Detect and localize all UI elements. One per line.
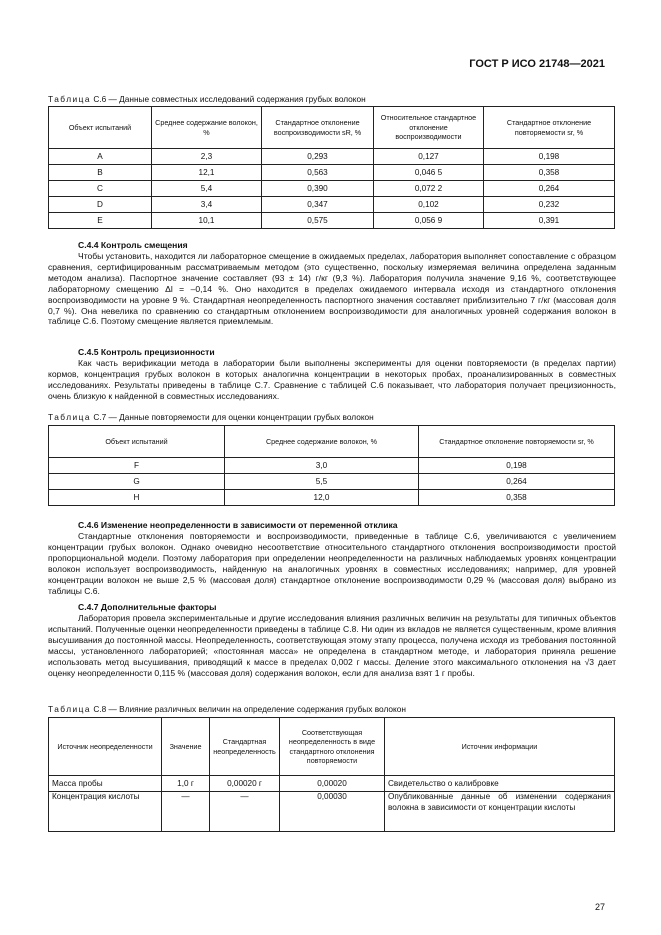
cell: 0,358 xyxy=(419,490,615,506)
cell: 0,056 9 xyxy=(374,213,484,229)
cell: Масса пробы xyxy=(49,776,162,792)
cell: 0,390 xyxy=(262,181,374,197)
col-header: Объект испытаний xyxy=(49,426,225,458)
cell: 5,5 xyxy=(225,474,419,490)
cell: — xyxy=(210,792,280,832)
caption-text: С.7 — Данные повторяемости для оценки концентрации грубых волокон xyxy=(93,412,374,422)
table-c7-caption xyxy=(48,412,374,422)
cell: 0,358 xyxy=(484,165,615,181)
cell: 0,232 xyxy=(484,197,615,213)
table-c6 xyxy=(48,106,615,229)
cell: Свидетельство о калибровке xyxy=(385,776,615,792)
cell: 0,391 xyxy=(484,213,615,229)
cell: Опубликованные данные об изменении содержания волокна в зависимости от концентрации кислоты xyxy=(385,792,615,832)
paragraph-text: Чтобы установить, находится ли лабораторное смещение в ожидаемых пределах, лаборатория выполняет сопоставление с образцом сравнения, сертифицированным рассматриваемым методом (это существенно, поскольку измеряемая величина определена заданным методом анализа). Паспортное значение составляет (93 ± 14) г/кг (9,3 %). Лаборатория получила значение 9,16 %, соответствующее лабораторному смещению Δl = –0,14 %. Оно находится в пределах ожидаемого интервала исходя из стандартного отклонения воспроизводимости на уровне 9 %. Стандартная неопределенность паспортного значения составляет приблизительно 7 г/кг (массовая доля 0,7 %). Она невелика по сравнению со стандартным отклонением воспроизводимости для аналогичных уровней содержания волокон в таблице С.6. Поэтому смещение является приемлемым. xyxy=(48,251,616,327)
section-heading: С.4.4 Контроль смещения xyxy=(78,240,188,250)
table-row xyxy=(49,776,615,792)
table-c6-caption xyxy=(48,94,366,104)
caption-prefix: Таблица xyxy=(48,704,92,714)
table-row xyxy=(49,213,615,229)
cell: B xyxy=(49,165,152,181)
cell: 0,046 5 xyxy=(374,165,484,181)
col-header: Значение xyxy=(162,718,210,776)
cell: 1,0 г xyxy=(162,776,210,792)
cell: 12,1 xyxy=(152,165,262,181)
cell: 0,347 xyxy=(262,197,374,213)
col-header: Стандартное отклонение воспроизводимости sR, % xyxy=(262,107,374,149)
table-row xyxy=(49,165,615,181)
cell: 2,3 xyxy=(152,149,262,165)
cell: 10,1 xyxy=(152,213,262,229)
cell: 0,575 xyxy=(262,213,374,229)
col-header: Источник неопределенности xyxy=(49,718,162,776)
table-c8-caption xyxy=(48,704,406,714)
cell: D xyxy=(49,197,152,213)
paragraph-text: Стандартные отклонения повторяемости и воспроизводимости, приведенные в таблице С.6, увеличиваются с увеличением концентрации грубых волокон. Однако очевидно несоответствие относительного стандартного отклонения воспроизводимости простой пропорциональной модели. Поэтому лаборатория при определении неопределенности на различных наблюдаемых уровнях концентрации волокон использует воспроизводимость, найденную на аналогичных уровнях в совместных исследованиях; например, для уровней концентрации волокон не выше 2,5 % (массовая доля) стандартное отклонение воспроизводимости 0,29 % (массовая доля) выбрано из таблицы С.6. xyxy=(48,531,616,596)
col-header: Стандартная неопределенность xyxy=(210,718,280,776)
table-c7 xyxy=(48,425,615,506)
cell: 0,072 2 xyxy=(374,181,484,197)
caption-prefix: Таблица xyxy=(48,94,92,104)
cell: G xyxy=(49,474,225,490)
cell: — xyxy=(162,792,210,832)
table-c8 xyxy=(48,717,615,832)
table-row xyxy=(49,458,615,474)
cell: 5,4 xyxy=(152,181,262,197)
cell: F xyxy=(49,458,225,474)
cell: 0,102 xyxy=(374,197,484,213)
cell: 3,0 xyxy=(225,458,419,474)
cell: 0,00030 xyxy=(280,792,385,832)
table-row xyxy=(49,490,615,506)
table-row xyxy=(49,474,615,490)
col-header: Относительное стандартное отклонение воспроизводимости xyxy=(374,107,484,149)
cell: H xyxy=(49,490,225,506)
cell: 3,4 xyxy=(152,197,262,213)
table-row xyxy=(49,792,615,832)
paragraph xyxy=(48,613,616,678)
col-header: Среднее содержание волокон, % xyxy=(152,107,262,149)
cell: 0,00020 xyxy=(280,776,385,792)
section-heading: С.4.7 Дополнительные факторы xyxy=(78,602,217,612)
paragraph-text: Как часть верификации метода в лаборатории были выполнены эксперименты для оценки повторяемости (в пределах партии) кормов, концентрация грубых волокон в которых аналогична концентрации в некоторых пробах, проанализированных в совместных исследованиях. Результаты приведены в таблице С.7. Сравнение с таблицей С.6 показывает, что лаборатория получает прецизионность, очень близкую к найденной в совместных исследованиях. xyxy=(48,358,616,401)
col-header: Соответствующая неопределенность в виде стандартного отклонения повторяемости xyxy=(280,718,385,776)
document-header: ГОСТ Р ИСО 21748—2021 xyxy=(469,58,605,70)
cell: 0,127 xyxy=(374,149,484,165)
paragraph xyxy=(48,251,616,327)
cell: 0,264 xyxy=(419,474,615,490)
cell: A xyxy=(49,149,152,165)
paragraph xyxy=(48,358,616,402)
col-header: Стандартное отклонение повторяемости sr, % xyxy=(484,107,615,149)
table-row xyxy=(49,149,615,165)
page-number: 27 xyxy=(594,902,605,912)
caption-text: С.6 — Данные совместных исследований содержания грубых волокон xyxy=(93,94,366,104)
caption-prefix: Таблица xyxy=(48,412,92,422)
section-heading: С.4.6 Изменение неопределенности в зависимости от переменной отклика xyxy=(78,520,398,530)
col-header: Стандартное отклонение повторяемости sr, % xyxy=(419,426,615,458)
table-row xyxy=(49,197,615,213)
cell: Концентрация кислоты xyxy=(49,792,162,832)
table-row xyxy=(49,181,615,197)
section-heading: С.4.5 Контроль прецизионности xyxy=(78,347,215,357)
col-header: Среднее содержание волокон, % xyxy=(225,426,419,458)
cell: 0,563 xyxy=(262,165,374,181)
paragraph-text: Лаборатория провела экспериментальные и другие исследования влияния различных величин на результаты для типичных объектов испытаний. Полученные оценки неопределенности приведены в таблице С.8. Ни один из вкладов не является существенным, кроме влияния высушивания до постоянной массы. Неопределенность, соответствующая этому этапу процесса, получена исходя из требования постоянной массы, установленного лабораторией; «постоянная масса» не определена в стандартном методе, и лаборатория приняла решение использовать метод высушивания, приводящий к массе в пределах 0,002 г массы. Деление этого максимального отклонения на √3 дает оценку неопределенности 0,115 % (массовая доля) содержания волокон, если для анализа взят 1 г пробы. xyxy=(48,613,616,678)
cell: 0,264 xyxy=(484,181,615,197)
cell: 0,198 xyxy=(419,458,615,474)
caption-text: С.8 — Влияние различных величин на определение содержания грубых волокон xyxy=(93,704,406,714)
cell: 0,00020 г xyxy=(210,776,280,792)
col-header: Источник информации xyxy=(385,718,615,776)
cell: E xyxy=(49,213,152,229)
cell: 0,198 xyxy=(484,149,615,165)
cell: 12,0 xyxy=(225,490,419,506)
col-header: Объект испытаний xyxy=(49,107,152,149)
paragraph xyxy=(48,531,616,596)
cell: 0,293 xyxy=(262,149,374,165)
cell: C xyxy=(49,181,152,197)
